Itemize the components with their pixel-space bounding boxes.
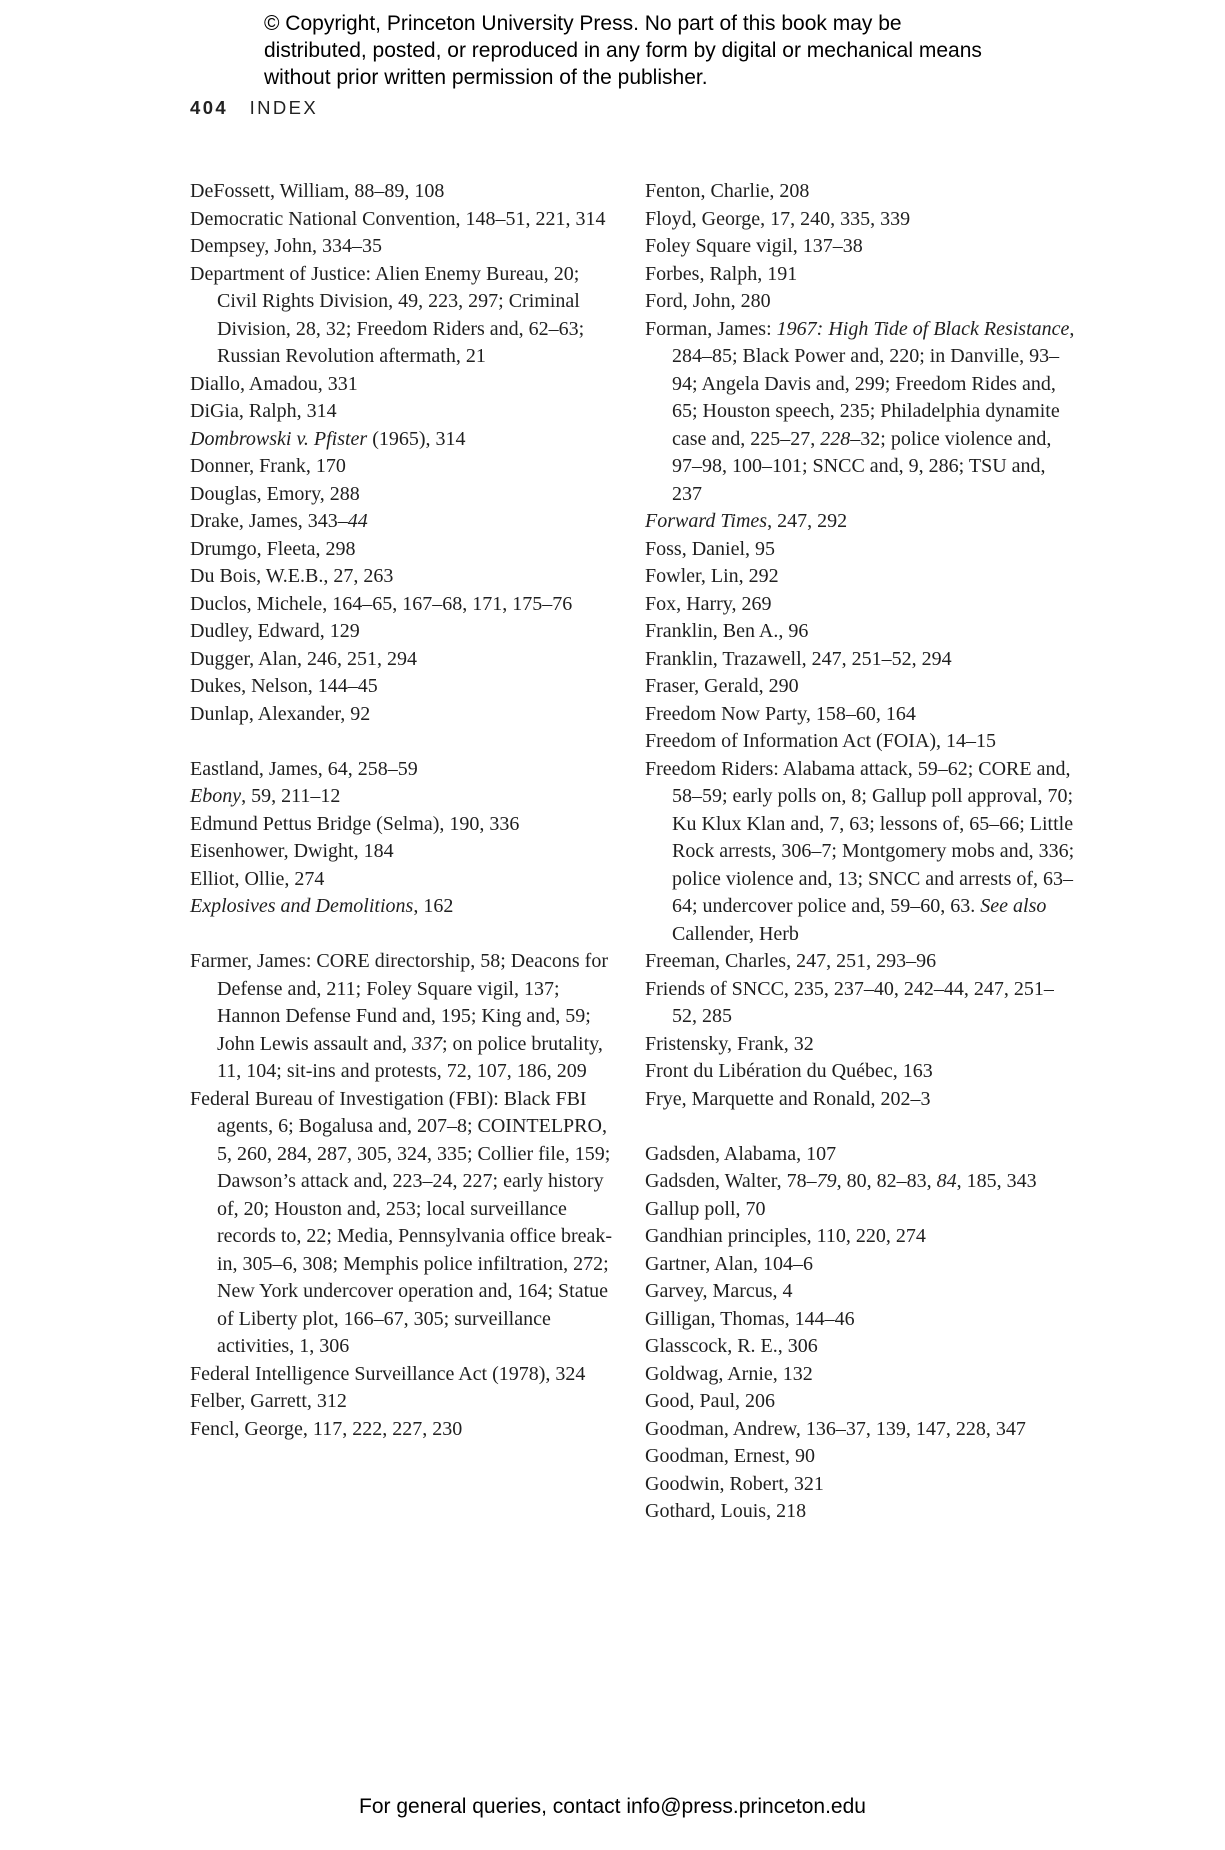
index-entry-text: Foss, Daniel, 95 — [645, 537, 775, 560]
index-entry — [645, 646, 1075, 674]
index-entry — [645, 1251, 1075, 1279]
index-entry — [190, 508, 620, 536]
index-column-right — [645, 178, 1075, 1526]
index-entry — [190, 756, 620, 784]
index-entry-text: DeFossett, William, 88–89, 108 — [190, 180, 445, 202]
index-entry — [645, 1388, 1075, 1416]
index-entry — [645, 1416, 1075, 1444]
index-entry — [645, 1333, 1075, 1361]
index-entry — [190, 811, 620, 839]
index-entry — [190, 1388, 620, 1416]
index-entry — [645, 508, 1075, 536]
index-entry-text: Callender, Herb — [672, 922, 799, 945]
index-entry-text: Gallup poll, 70 — [645, 1197, 766, 1220]
index-entry-italic-text: 84 — [936, 1170, 957, 1192]
index-entry-text: Freeman, Charles, 247, 251, 293–96 — [645, 950, 937, 972]
index-entry-italic-text: See also — [980, 895, 1047, 917]
index-entry-text: Dempsey, John, 334–35 — [190, 235, 383, 257]
index-entry — [190, 893, 620, 921]
index-entry-text: Goodman, Andrew, 136–37, 139, 147, 228, 347 — [645, 1417, 1026, 1440]
index-entry-italic-text: 79 — [816, 1170, 837, 1192]
index-entry — [645, 591, 1075, 619]
index-entry — [190, 206, 620, 234]
index-entry — [190, 563, 620, 591]
letter-group-gap — [190, 728, 620, 756]
index-entry — [190, 233, 620, 261]
index-entry-text: Good, Paul, 206 — [645, 1390, 775, 1412]
index-entry-text: Elliot, Ollie, 274 — [190, 867, 325, 890]
index-entry-italic-text: Explosives and Demolitions — [190, 895, 414, 917]
index-entry-text: Gadsden, Walter, 78– — [645, 1170, 817, 1192]
index-entry — [190, 371, 620, 399]
index-entry — [190, 646, 620, 674]
index-entry-text: Gothard, Louis, 218 — [645, 1500, 807, 1522]
index-entry — [645, 701, 1075, 729]
index-entry-text: Ford, John, 280 — [645, 290, 771, 312]
index-entry-text: Fencl, George, 117, 222, 227, 230 — [190, 1417, 463, 1440]
index-entry — [645, 206, 1075, 234]
index-entry — [645, 618, 1075, 646]
index-entry — [645, 1168, 1075, 1196]
index-entry-text: Gadsden, Alabama, 107 — [645, 1142, 837, 1165]
section-title: INDEX — [249, 97, 319, 118]
index-entry-text: Democratic National Convention, 148–51, 221, 314 — [190, 207, 606, 230]
index-entry — [645, 948, 1075, 976]
index-entry — [645, 1306, 1075, 1334]
index-entry — [190, 453, 620, 481]
index-entry-text: Goldwag, Arnie, 132 — [645, 1362, 813, 1385]
index-entry-text: Felber, Garrett, 312 — [190, 1390, 347, 1412]
index-entry-italic-text: Forward Times — [645, 510, 768, 532]
index-entry — [645, 1443, 1075, 1471]
index-entry-text: Goodman, Ernest, 90 — [645, 1445, 815, 1467]
index-entry-text: Frye, Marquette and Ronald, 202–3 — [645, 1087, 931, 1110]
index-entry-text: Friends of SNCC, 235, 237–40, 242–44, 247, 251–52, 285 — [645, 977, 1054, 1027]
index-entry-text: , 59, 211–12 — [241, 785, 341, 807]
index-entry-text: –32; police violence and, 97–98, 100–101; SNCC and, 9, 286; TSU and, 237 — [672, 427, 1052, 505]
index-entry — [190, 178, 620, 206]
index-entry — [190, 481, 620, 509]
index-entry — [645, 1223, 1075, 1251]
index-entry — [190, 701, 620, 729]
index-entry-text: Dunlap, Alexander, 92 — [190, 702, 371, 725]
letter-group-gap — [190, 921, 620, 949]
index-entry-text: , 284–85; Black Power and, 220; in Danville, 93–94; Angela Davis and, 299; Freedom Rides and, 65; Houston speech, 235; Philadelphia dynamite case and, 225–27, — [672, 317, 1075, 450]
index-entry-text: Freedom Now Party, 158–60, 164 — [645, 702, 916, 725]
index-entry — [645, 1058, 1075, 1086]
index-entry-text: Federal Bureau of Investigation (FBI): Black FBI agents, 6; Bogalusa and, 207–8; COINTELPRO, 5, 260, 284, 287, 305, 324, 335; Collier file, 159; Dawson’s attack and, 223–24, 227; early history of, 20; Houston and, 253; local surveillance records to, 22; Media, Pennsylvania office break-in, 305–6, 308; Memphis police infiltration, 272; New York undercover operation and, 164; Statue of Liberty plot, 166–67, 305; surveillance activities, 1, 306 — [190, 1087, 613, 1357]
index-entry — [645, 673, 1075, 701]
index-entry-text: Franklin, Ben A., 96 — [645, 620, 809, 642]
index-entry-text: Edmund Pettus Bridge (Selma), 190, 336 — [190, 812, 520, 835]
index-entry — [190, 426, 620, 454]
letter-group-gap — [645, 1113, 1075, 1141]
index-entry-italic-text: 337 — [411, 1032, 442, 1055]
index-entry-text: Eastland, James, 64, 258–59 — [190, 757, 418, 780]
index-entry-italic-text: 44 — [347, 510, 368, 532]
index-entry-text: Gartner, Alan, 104–6 — [645, 1252, 814, 1275]
index-entry-italic-text: Ebony — [190, 785, 242, 807]
index-entry — [645, 1471, 1075, 1499]
index-entry — [645, 1031, 1075, 1059]
index-entry-text: Dugger, Alan, 246, 251, 294 — [190, 647, 417, 670]
index-entry — [190, 838, 620, 866]
index-entry — [190, 673, 620, 701]
index-entry — [645, 233, 1075, 261]
index-entry-text: Gandhian principles, 110, 220, 274 — [645, 1225, 926, 1247]
index-entry-text: , 80, 82–83, — [836, 1170, 937, 1192]
index-column-left — [190, 178, 620, 1443]
index-entry-text: Foley Square vigil, 137–38 — [645, 235, 863, 257]
index-entry-text: Farmer, James: CORE directorship, 58; Deacons for Defense and, 211; Foley Square vigil, 137; Hannon Defense Fund and, 195; King and, 59; John Lewis assault and, — [190, 950, 608, 1055]
index-entry-text: (1965), 314 — [367, 427, 466, 450]
index-entry-text: Fox, Harry, 269 — [645, 592, 772, 615]
index-entry-text: Floyd, George, 17, 240, 335, 339 — [645, 207, 911, 230]
index-entry-text: , 247, 292 — [767, 510, 848, 532]
index-entry-text: Forman, James: — [645, 317, 777, 340]
index-entry — [190, 261, 620, 371]
index-entry-text: Drumgo, Fleeta, 298 — [190, 537, 356, 560]
index-entry-text: Goodwin, Robert, 321 — [645, 1472, 824, 1495]
index-entry-text: Du Bois, W.E.B., 27, 263 — [190, 565, 394, 587]
running-head — [190, 97, 318, 119]
index-entry-text: Forbes, Ralph, 191 — [645, 262, 798, 285]
index-entry — [190, 1086, 620, 1361]
index-entry — [190, 866, 620, 894]
index-entry — [645, 563, 1075, 591]
index-entry-text: Gilligan, Thomas, 144–46 — [645, 1307, 855, 1330]
index-entry-text: ; on police brutality, 11, 104; sit-ins and protests, 72, 107, 186, 209 — [217, 1032, 603, 1082]
index-entry-text: DiGia, Ralph, 314 — [190, 400, 337, 422]
index-entry-text: Donner, Frank, 170 — [190, 455, 346, 477]
index-entry-italic-text: Dombrowski v. Pfister — [190, 427, 368, 450]
index-entry-text: Freedom of Information Act (FOIA), 14–15 — [645, 730, 997, 752]
index-entry — [645, 1361, 1075, 1389]
index-entry-text: Front du Libération du Québec, 163 — [645, 1060, 933, 1082]
index-entry-text: Fristensky, Frank, 32 — [645, 1032, 814, 1055]
index-entry-text: Drake, James, 343– — [190, 510, 348, 532]
index-entry — [645, 1196, 1075, 1224]
index-entry-text: Duclos, Michele, 164–65, 167–68, 171, 175–76 — [190, 592, 573, 615]
index-entry-text: Dukes, Nelson, 144–45 — [190, 675, 378, 697]
index-entry — [645, 261, 1075, 289]
index-entry-italic-text: 1967: High Tide of Black Resistance — [776, 317, 1070, 340]
index-entry — [190, 618, 620, 646]
index-entry — [645, 1498, 1075, 1526]
copyright-notice: © Copyright, Princeton University Press. No part of this book may be distributed, posted, or reproduced in any form by digital or mechanical means without prior written permission of the publisher. — [264, 12, 982, 89]
index-entry — [190, 398, 620, 426]
index-entry-text: Garvey, Marcus, 4 — [645, 1280, 793, 1302]
index-entry — [645, 976, 1075, 1031]
index-entry-text: Fowler, Lin, 292 — [645, 565, 779, 587]
index-entry-text: Diallo, Amadou, 331 — [190, 372, 358, 395]
index-entry-text: Dudley, Edward, 129 — [190, 620, 360, 642]
index-entry-text: , 185, 343 — [956, 1170, 1037, 1192]
index-entry-text: Franklin, Trazawell, 247, 251–52, 294 — [645, 647, 952, 670]
index-entry — [645, 536, 1075, 564]
index-entry-text: Glasscock, R. E., 306 — [645, 1335, 818, 1357]
index-entry — [645, 316, 1075, 509]
page-number: 404 — [190, 97, 229, 118]
index-entry — [190, 948, 620, 1086]
index-entry — [645, 756, 1075, 949]
index-entry — [190, 536, 620, 564]
index-entry — [645, 1141, 1075, 1169]
index-entry — [645, 728, 1075, 756]
index-entry-text: , 162 — [413, 895, 454, 917]
index-entry — [190, 591, 620, 619]
index-entry — [645, 288, 1075, 316]
index-entry — [190, 783, 620, 811]
index-entry-text: Department of Justice: Alien Enemy Bureau, 20; Civil Rights Division, 49, 223, 297; Criminal Division, 28, 32; Freedom Riders and, 62–63; Russian Revolution aftermath, 21 — [190, 262, 585, 367]
index-entry-text: Freedom Riders: Alabama attack, 59–62; CORE and, 58–59; early polls on, 8; Gallup poll approval, 70; Ku Klux Klan and, 7, 63; lessons of, 65–66; Little Rock arrests, 306–7; Montgomery mobs and, 336; police violence and, 13; SNCC and arrests of, 63–64; undercover police and, 59–60, 63. — [645, 757, 1075, 917]
index-entry — [645, 1086, 1075, 1114]
footer-contact: For general queries, contact info@press.princeton.edu — [359, 1795, 866, 1818]
index-entry — [645, 1278, 1075, 1306]
index-entry — [190, 1416, 620, 1444]
index-entry-text: Fenton, Charlie, 208 — [645, 180, 810, 202]
index-entry — [190, 1361, 620, 1389]
index-entry — [645, 178, 1075, 206]
index-entry-text: Fraser, Gerald, 290 — [645, 675, 799, 697]
index-entry-text: Federal Intelligence Surveillance Act (1978), 324 — [190, 1362, 586, 1385]
index-entry-text: Douglas, Emory, 288 — [190, 482, 360, 505]
index-entry-text: Eisenhower, Dwight, 184 — [190, 840, 394, 862]
index-entry-italic-text: 228 — [820, 427, 851, 450]
